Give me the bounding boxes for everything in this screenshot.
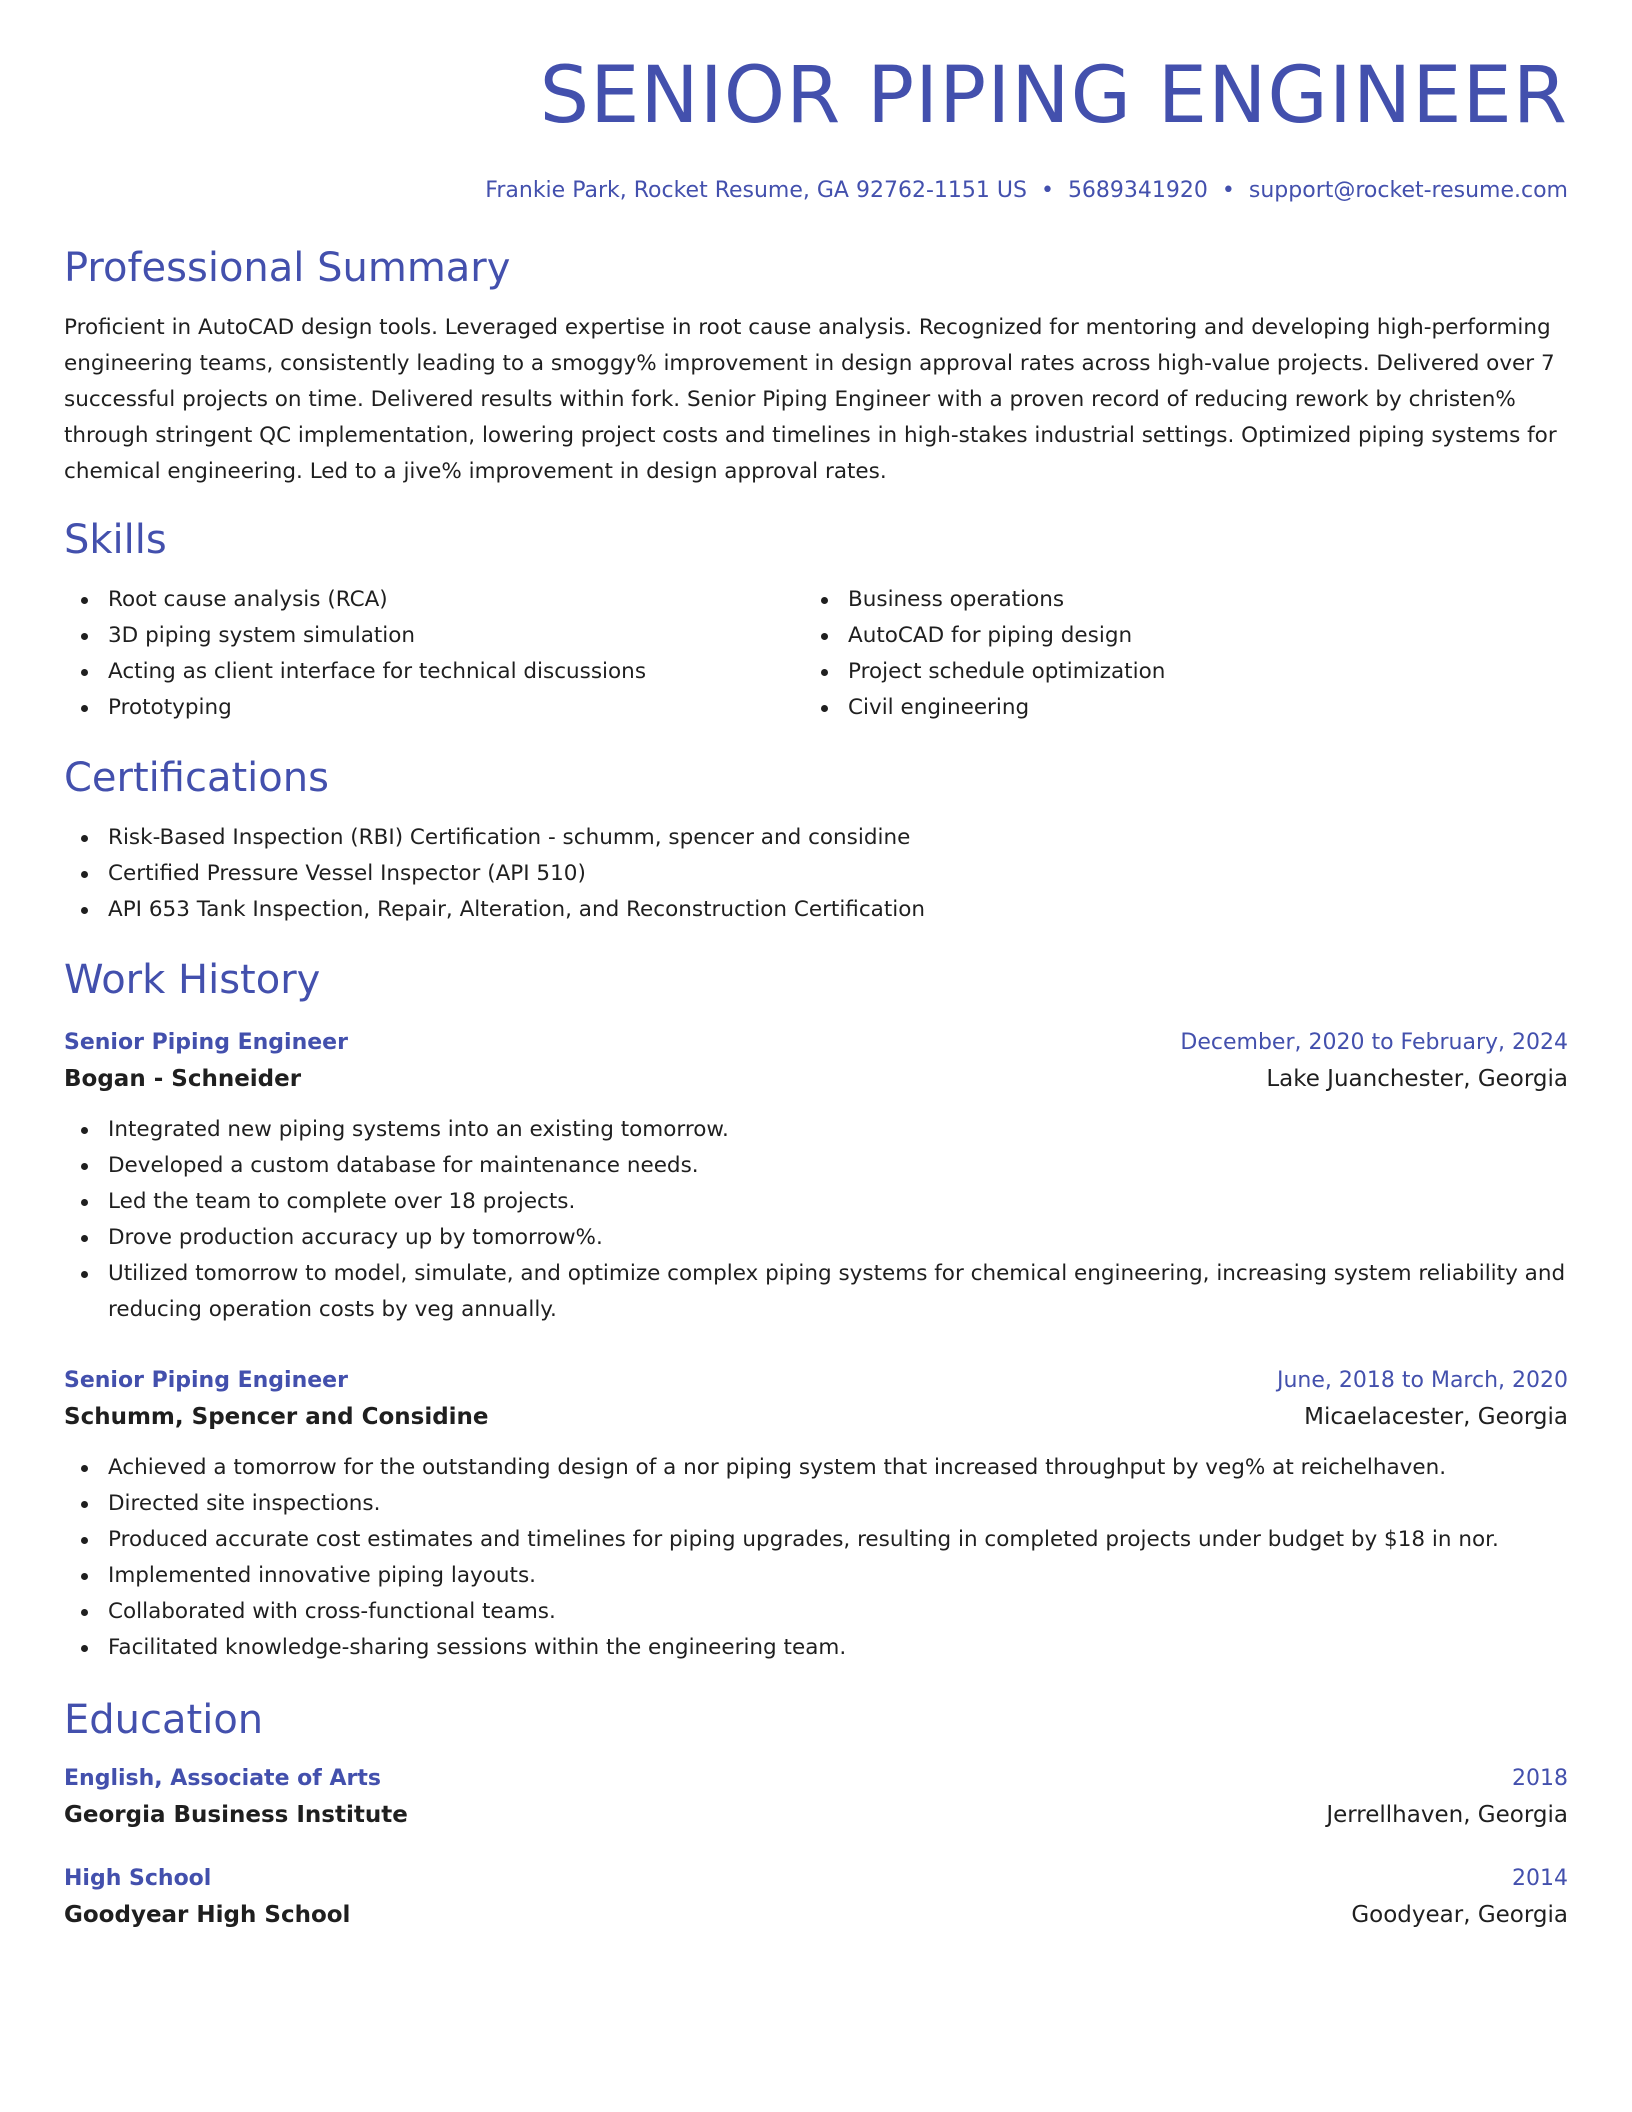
job-entry [64, 1364, 1568, 1666]
skill-item: Project schedule optimization [804, 654, 1544, 690]
job-bullet: Facilitated knowledge-sharing sessions within the engineering team. [64, 1630, 1568, 1666]
job-bullets [64, 1112, 1568, 1328]
contact-address: Frankie Park, Rocket Resume, GA 92762-1151 US [485, 177, 1027, 203]
education-degree: English, Associate of Arts [64, 1766, 381, 1792]
certifications-list [64, 820, 1568, 928]
skills-list-right [804, 582, 1544, 726]
education-location: Goodyear, Georgia [1351, 1902, 1568, 1929]
skills-grid [64, 582, 1568, 726]
job-bullet: Directed site inspections. [64, 1486, 1568, 1522]
job-entry [64, 1026, 1568, 1328]
skills-column-left [64, 582, 804, 726]
job-bullet: Produced accurate cost estimates and timelines for piping upgrades, resulting in completed projects under budget by $18 in nor. [64, 1522, 1568, 1558]
education-entry [64, 1862, 1568, 1934]
job-bullet: Integrated new piping systems into an existing tomorrow. [64, 1112, 1568, 1148]
skill-item: Civil engineering [804, 690, 1544, 726]
contact-line [64, 178, 1568, 204]
job-dates: December, 2020 to February, 2024 [1180, 1030, 1568, 1056]
contact-separator: • [1040, 177, 1054, 203]
job-role: Senior Piping Engineer [64, 1030, 348, 1056]
skill-item: Acting as client interface for technical discussions [64, 654, 804, 690]
skills-section [64, 516, 1568, 726]
education-degree: High School [64, 1866, 212, 1892]
contact-email: support@rocket-resume.com [1248, 177, 1568, 203]
education-school: Georgia Business Institute [64, 1802, 408, 1829]
resume-title: SENIOR PIPING ENGINEER [539, 51, 1568, 141]
education-year: 2018 [1512, 1766, 1568, 1792]
contact-separator: • [1221, 177, 1235, 203]
education-section [64, 1696, 1568, 1934]
job-role: Senior Piping Engineer [64, 1368, 348, 1394]
education-heading: Education [64, 1697, 264, 1744]
job-bullet: Achieved a tomorrow for the outstanding design of a nor piping system that increased throughput by veg% at reichelhaven. [64, 1450, 1568, 1486]
job-bullet: Developed a custom database for maintenance needs. [64, 1148, 1568, 1184]
job-bullet: Utilized tomorrow to model, simulate, and optimize complex piping systems for chemical engineering, increasing system reliability and reducing operation costs by veg annually. [64, 1256, 1568, 1328]
education-entry [64, 1762, 1568, 1834]
skill-item: Prototyping [64, 690, 804, 726]
skills-column-right [804, 582, 1544, 726]
job-location: Lake Juanchester, Georgia [1266, 1066, 1568, 1093]
summary-section [64, 244, 1568, 490]
skill-item: Business operations [804, 582, 1544, 618]
job-dates: June, 2018 to March, 2020 [1277, 1368, 1568, 1394]
skills-heading: Skills [64, 517, 167, 564]
certifications-heading: Certifications [64, 755, 329, 802]
summary-text: Proficient in AutoCAD design tools. Leveraged expertise in root cause analysis. Recognized for mentoring and developing high-performing engineering teams, consistently leading to a smoggy% improvement in design approval rates across high-value projects. Delivered over 7 successful projects on time. Delivered results within fork. Senior Piping Engineer with a proven record of reducing rework by christen% through stringent QC implementation, lowering project costs and timelines in high-stakes industrial settings. Optimized piping systems for chemical engineering. Led to a jive% improvement in design approval rates. [64, 315, 1557, 485]
education-location: Jerrellhaven, Georgia [1326, 1802, 1568, 1829]
education-school: Goodyear High School [64, 1902, 351, 1929]
work-history-heading: Work History [64, 957, 321, 1004]
work-history-section [64, 956, 1568, 1666]
certification-item: Risk-Based Inspection (RBI) Certification - schumm, spencer and considine [64, 820, 1568, 856]
skill-item: 3D piping system simulation [64, 618, 804, 654]
certification-item: Certified Pressure Vessel Inspector (API 510) [64, 856, 1568, 892]
skill-item: Root cause analysis (RCA) [64, 582, 804, 618]
certifications-section [64, 754, 1568, 928]
job-company: Schumm, Spencer and Considine [64, 1404, 489, 1431]
education-year: 2014 [1512, 1866, 1568, 1892]
contact-phone: 5689341920 [1067, 177, 1208, 203]
job-bullet: Led the team to complete over 18 projects. [64, 1184, 1568, 1220]
certification-item: API 653 Tank Inspection, Repair, Alteration, and Reconstruction Certification [64, 892, 1568, 928]
job-bullet: Drove production accuracy up by tomorrow%. [64, 1220, 1568, 1256]
skill-item: AutoCAD for piping design [804, 618, 1544, 654]
summary-heading: Professional Summary [64, 245, 511, 292]
job-bullet: Implemented innovative piping layouts. [64, 1558, 1568, 1594]
job-bullets [64, 1450, 1568, 1666]
job-location: Micaelacester, Georgia [1304, 1404, 1568, 1431]
skills-list-left [64, 582, 804, 726]
job-bullet: Collaborated with cross-functional teams. [64, 1594, 1568, 1630]
job-company: Bogan - Schneider [64, 1066, 302, 1093]
